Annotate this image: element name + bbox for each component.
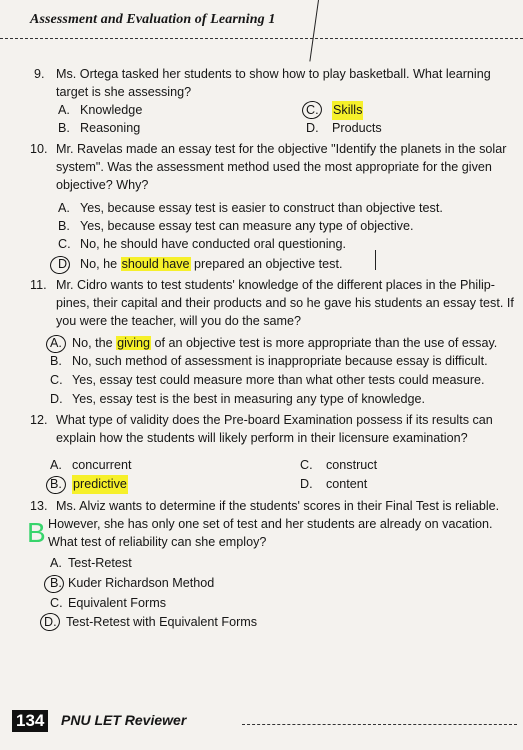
option-text-part: prepared an objective test.	[190, 257, 343, 271]
option-letter: D.	[300, 477, 313, 491]
option-letter: B.	[50, 477, 62, 491]
question-stem-line: Mr. Ravelas made an essay test for the objective "Identify the planets in the solar	[56, 142, 507, 156]
question-stem-line: pines, their capital and their products and so he gave his students an essay test. If	[56, 296, 514, 310]
question-stem-line: Ms. Ortega tasked her students to show how to play basketball. What learning	[56, 67, 491, 81]
option-letter: C.	[306, 103, 319, 117]
option-text: No, such method of assessment is inappropriate because essay is difficult.	[72, 354, 488, 368]
question-stem-line: system". Was the assessment method used the most appropriate for the given	[56, 160, 492, 174]
option-text: Yes, because essay test is easier to construct than objective test.	[80, 201, 443, 215]
option-text: Yes, essay test could measure more than what other tests could measure.	[72, 373, 485, 387]
question-number: 9.	[34, 67, 45, 81]
option-text: Kuder Richardson Method	[68, 576, 215, 590]
option-text-highlighted: Skills	[332, 101, 363, 120]
option-text: content	[326, 477, 368, 491]
option-letter: D.	[58, 257, 71, 271]
option-text	[72, 334, 497, 353]
question-stem-line: target is she assessing?	[56, 85, 192, 99]
page-header: Assessment and Evaluation of Learning 1	[30, 12, 276, 27]
question-number: 11.	[30, 278, 47, 292]
highlighted-phrase: giving	[117, 336, 151, 350]
answer-circle-mark	[44, 474, 67, 496]
question-stem-line: What test of reliability can she employ?	[48, 535, 267, 549]
option-letter: A.	[58, 103, 70, 117]
pen-stroke	[309, 0, 319, 61]
answer-circle-mark	[38, 611, 61, 633]
option-letter: A.	[58, 201, 70, 215]
page-footer	[12, 710, 512, 732]
footer-title: PNU LET Reviewer	[61, 712, 187, 728]
answer-circle-mark	[300, 99, 323, 121]
option-text	[80, 255, 342, 274]
option-letter: D.	[44, 615, 57, 629]
page-number: 134	[12, 710, 48, 732]
option-text-part: of an objective test is more appropriate than the use of essay.	[151, 336, 498, 350]
option-text: Yes, because essay test can measure any type of objective.	[80, 219, 414, 233]
option-text-highlighted: predictive	[72, 475, 128, 494]
answer-circle-mark	[42, 573, 65, 595]
option-text: Yes, essay test is the best in measuring any type of knowledge.	[72, 392, 426, 406]
question-number: 13.	[30, 499, 48, 513]
option-text: Test-Retest with Equivalent Forms	[66, 615, 258, 629]
footer-divider	[242, 724, 517, 725]
option-letter: B.	[58, 219, 70, 233]
option-letter: C.	[50, 596, 63, 610]
option-text: concurrent	[72, 458, 132, 472]
question-number: 12.	[30, 413, 48, 427]
question-stem-line: Mr. Cidro wants to test students' knowledge of the different places in the Philip-	[56, 278, 495, 292]
option-letter: A.	[50, 556, 62, 570]
option-text: construct	[326, 458, 378, 472]
option-letter: C.	[300, 458, 313, 472]
option-text: Equivalent Forms	[68, 596, 166, 610]
option-letter: B.	[50, 576, 62, 590]
option-letter: C.	[50, 373, 63, 387]
option-letter: D.	[50, 392, 63, 406]
question-stem-line: Ms. Alviz wants to determine if the students' scores in their Final Test is reliable.	[56, 499, 500, 513]
option-text-part: No, he	[80, 257, 121, 271]
question-stem-line: objective? Why?	[56, 178, 149, 192]
answer-circle-mark	[44, 333, 67, 355]
option-letter: A.	[50, 336, 62, 350]
question-number: 10.	[30, 142, 48, 156]
option-text: Test-Retest	[68, 556, 132, 570]
option-letter: D.	[306, 121, 319, 135]
option-text: Knowledge	[80, 103, 143, 117]
question-stem-line: explain how the students will likely perform in their licensure examination?	[56, 431, 468, 445]
option-letter: B.	[58, 121, 70, 135]
option-letter: C.	[58, 237, 71, 251]
header-divider	[0, 38, 523, 39]
option-text: No, he should have conducted oral questioning.	[80, 237, 347, 251]
question-stem-line: What type of validity does the Pre-board Examination possess if its results can	[56, 413, 493, 427]
option-text: Products	[332, 121, 382, 135]
highlighted-phrase: should have	[121, 257, 190, 271]
option-letter: B.	[50, 354, 62, 368]
pen-stroke	[375, 250, 376, 270]
handwritten-answer-mark: B	[27, 517, 46, 548]
option-text-part: No, the	[72, 336, 117, 350]
option-letter: A.	[50, 458, 62, 472]
question-stem-line: you were the teacher, will you do the same?	[56, 314, 302, 328]
question-stem-line: However, she has only one set of test and her students are already on vacation.	[48, 517, 493, 531]
option-text: Reasoning	[80, 121, 141, 135]
